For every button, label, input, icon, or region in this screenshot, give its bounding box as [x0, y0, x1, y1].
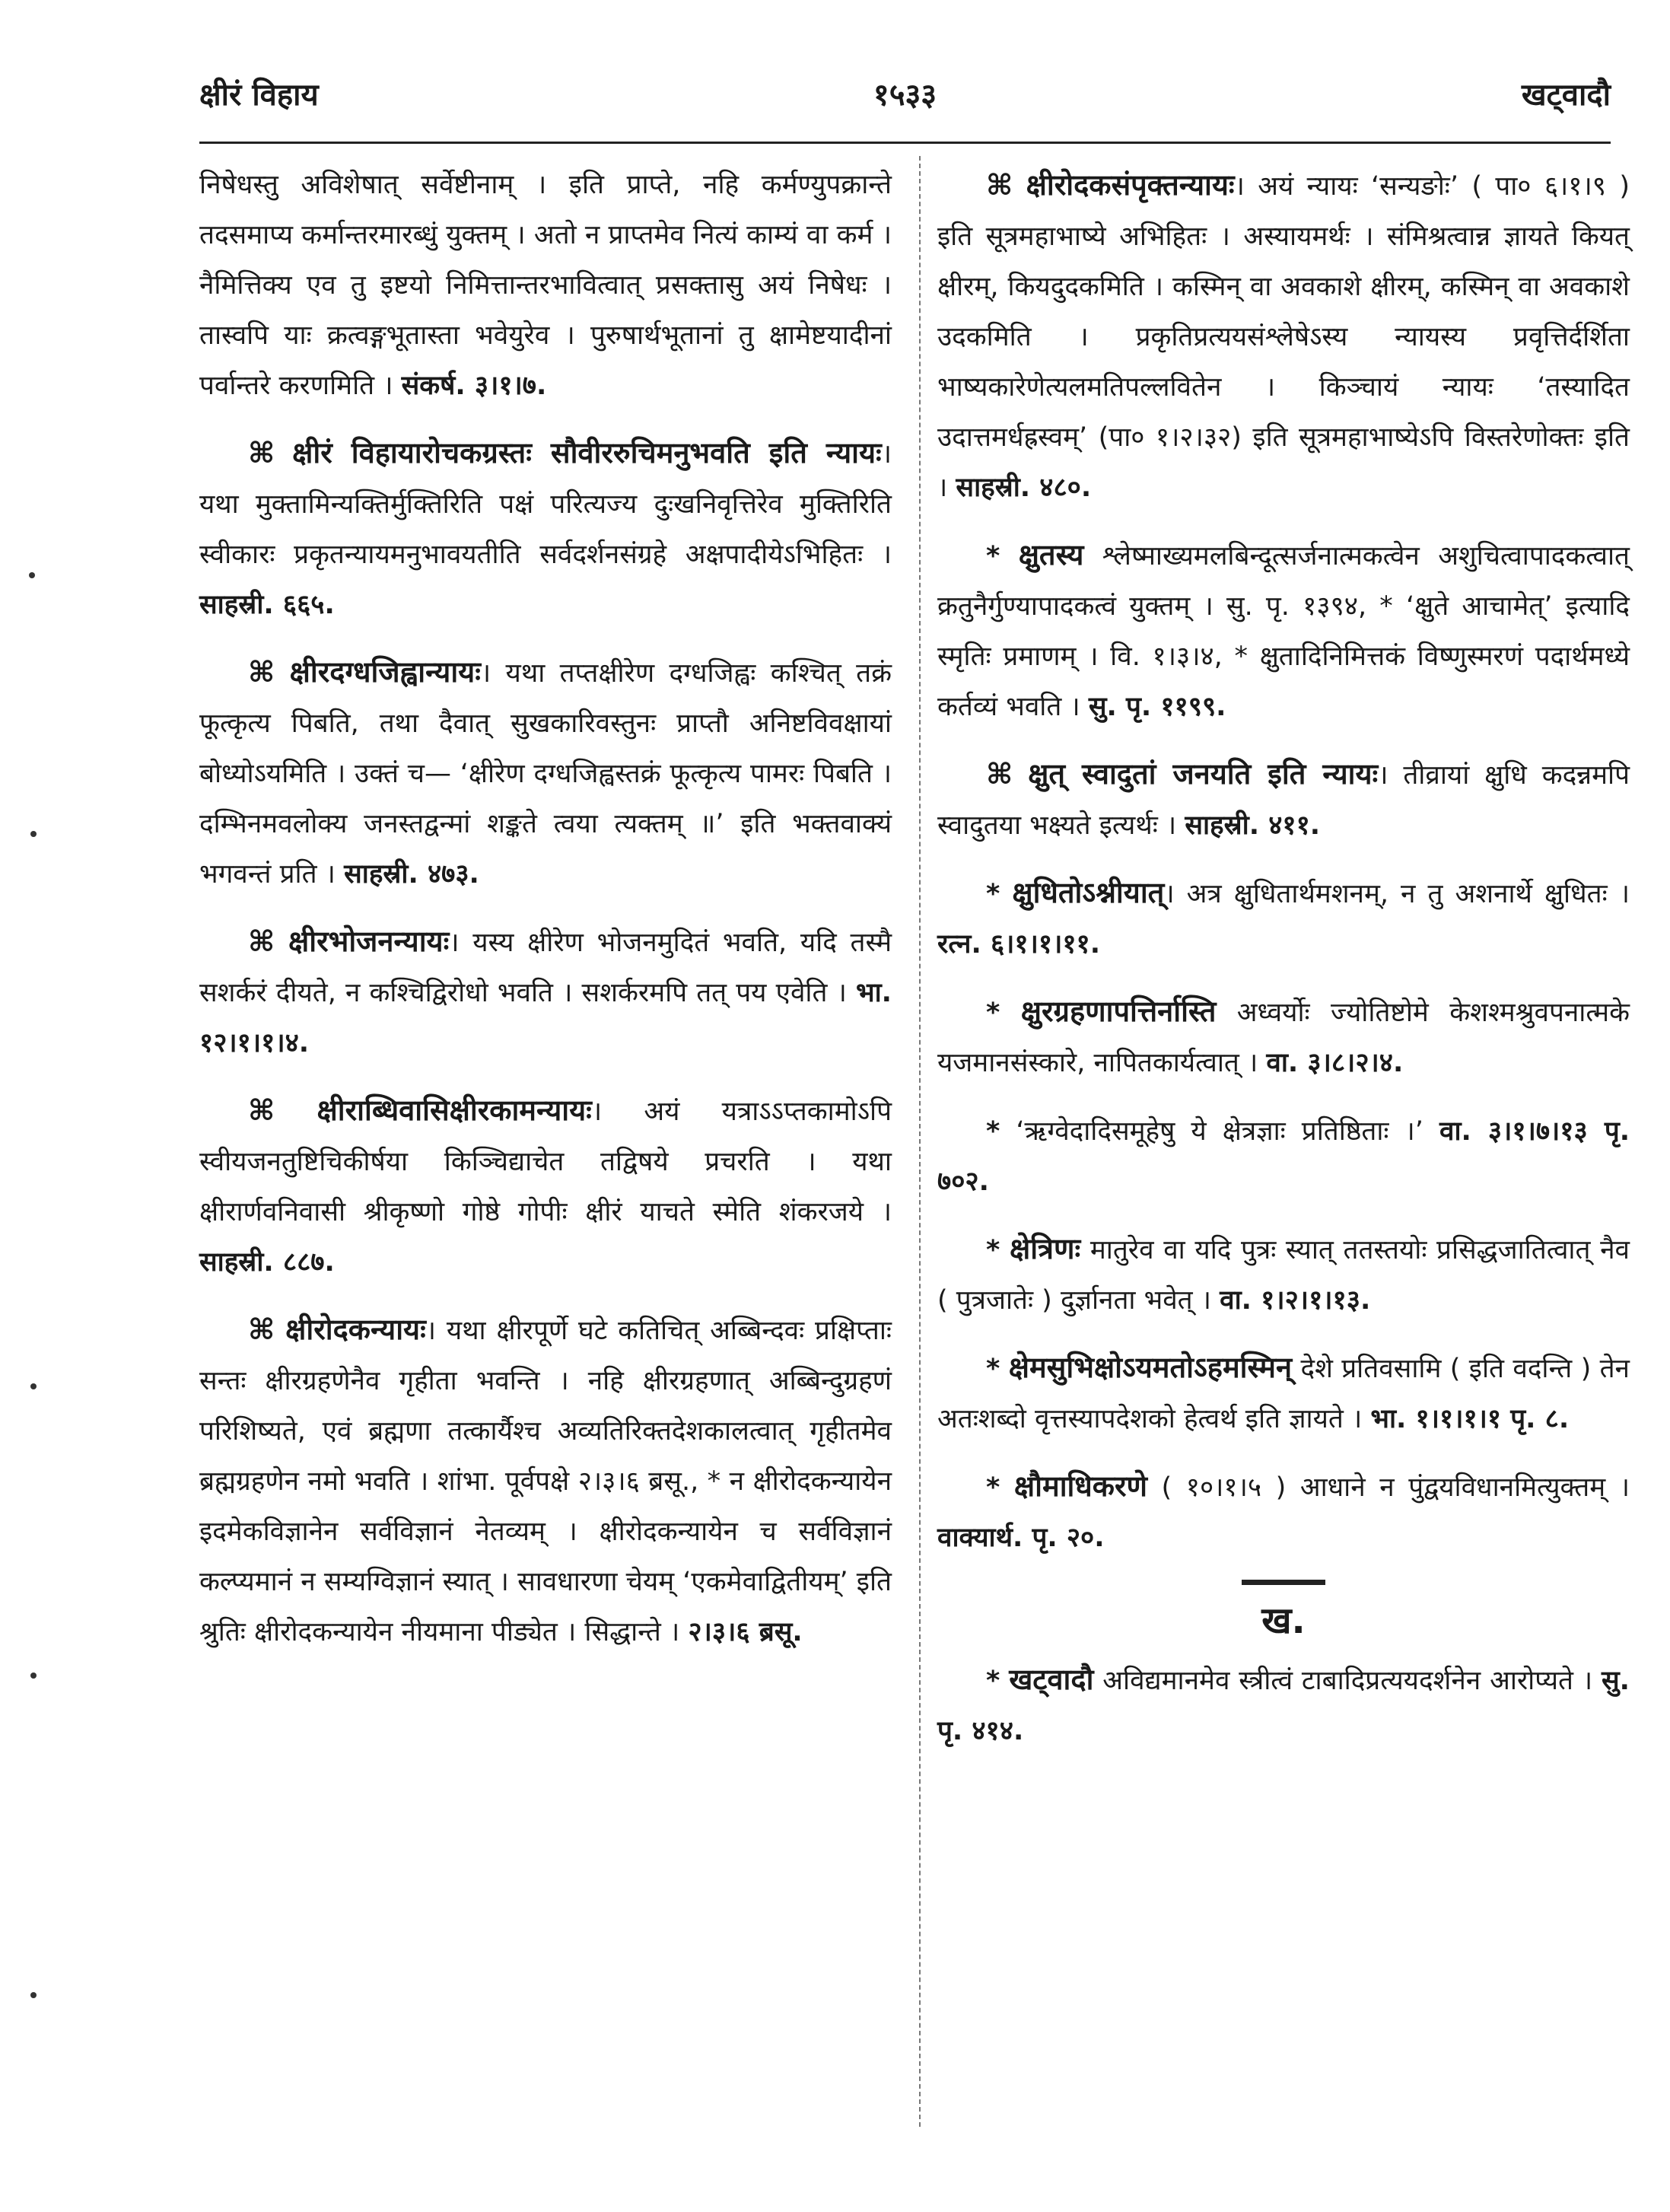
entry-headword: क्षुधितोऽश्नीयात् [1012, 876, 1165, 909]
asterisk-marker-icon: * [986, 1666, 1000, 1696]
running-header [199, 72, 1611, 126]
entry [937, 1654, 1630, 1756]
section-letter: ख. [1261, 1599, 1306, 1642]
entry-body: देशे प्रतिवसामि ( इति वदन्ति ) तेन अतःशब्दो वृत्तस्यापदेशको हेत्वर्थ इति ज्ञायते । [937, 1354, 1630, 1434]
scan-speck [30, 1383, 37, 1389]
entry-reference: साहस्री. ४७३. [344, 859, 479, 890]
entry [937, 160, 1630, 513]
asterisk-marker-icon: * [986, 1235, 1000, 1265]
asterisk-marker-icon: * [986, 1354, 1000, 1384]
entry-body: । अत्र क्षुधितार्थमशनम्, न तु अशनार्थे क्षुधितः । [1164, 879, 1630, 909]
scan-speck [29, 572, 35, 578]
scan-speck [30, 1992, 37, 1998]
entry [199, 1304, 892, 1657]
asterisk-marker-icon: * [986, 879, 1000, 909]
asterisk-marker-icon: * [986, 998, 1000, 1028]
entry-reference: २।३।६ ब्रसू. [688, 1617, 803, 1647]
entry [937, 867, 1630, 969]
entry-body: श्लेष्माख्यमलबिन्दूत्सर्जनात्मकत्वेन अशुचित्वापादकत्वात् क्रतुनैर्गुण्यापादकत्वं युक्तम् । सु. पृ. १३९४, * ‘क्षुते आचामेत्’ इत्यादि स्मृतिः प्रमाणम् । वि. १।३।४, * क्षुतादिनिमित्तकं विष्णुस्मरणं पदार्थमध्ये कर्तव्यं भवति । [937, 541, 1630, 722]
entry [937, 1342, 1630, 1444]
entry-headword: क्षेत्रिणः [1009, 1232, 1081, 1265]
entry-headword: क्षौमाधिकरणे [1013, 1469, 1147, 1503]
entry-headword: क्षीरोदकसंपृक्तन्यायः [1026, 168, 1235, 202]
entry-headword: क्षीरदग्धजिह्वान्यायः [289, 655, 481, 689]
entry [937, 1224, 1630, 1326]
entry-headword: क्षीराब्धिवासिक्षीरकामन्यायः [317, 1093, 592, 1127]
entry [199, 1085, 892, 1287]
entry [937, 1105, 1630, 1207]
entry [199, 647, 892, 899]
entry [199, 916, 892, 1068]
entry-body: अविद्यमानमेव स्त्रीत्वं टाबादिप्रत्ययदर्शनेन आरोप्यते । [1102, 1666, 1593, 1696]
left-column [199, 160, 892, 1674]
entry-reference: वा. १।२।१।१३. [1220, 1285, 1371, 1316]
entry-body: ‘ऋग्वेदादिसमूहेषु ये क्षेत्रज्ञाः प्रतिष्ठिताः ।’ [1016, 1116, 1423, 1147]
entry-reference: साहस्री. ४८०. [956, 473, 1092, 503]
entry-headword: क्षुरग्रहणापत्तिर्नास्ति [1020, 995, 1217, 1028]
entry-body: । यथा क्षीरपूर्णे घटे कतिचित् अब्बिन्दवः प्रक्षिप्ताः सन्तः क्षीरग्रहणेनैव गृहीता भवन्ति । नहि क्षीरग्रहणात् अब्बिन्दुग्रहणं परिशिष्यते, एवं ब्रह्मणा तत्कार्यैश्च अव्यतिरिक्तदेशकालत्वात् गृहीतमेव ब्रह्मग्रहणेन नमो भवति । शांभा. पूर्वपक्षे २।३।६ ब्रसू., * न क्षीरोदकन्यायेन इदमेकविज्ञानेन सर्वविज्ञानं नेतव्यम् । क्षीरोदकन्यायेन च सर्वविज्ञानं कल्प्यमानं न सम्यग्विज्ञानं स्यात् । सावधारणा चेयम् ‘एकमेवाद्वितीयम्’ इति श्रुतिः क्षीरोदकन्यायेन नीयमाना पीड्येत । सिद्धान्ते । [199, 1316, 892, 1647]
asterisk-marker-icon: * [986, 1116, 1000, 1147]
entry [937, 1461, 1630, 1563]
maxim-marker-icon: ⌘ [986, 168, 1013, 202]
maxim-marker-icon: ⌘ [248, 436, 275, 469]
maxim-marker-icon: ⌘ [248, 1093, 275, 1127]
maxim-marker-icon: ⌘ [248, 655, 275, 689]
header-right-guide-word: खट्वादौ [1521, 78, 1611, 113]
entry-body: निषेधस्तु अविशेषात् सर्वेष्टीनाम् । इति प्राप्ते, नहि कर्मण्युपक्रान्ते तदसमाप्य कर्मान्तरमारब्धुं युक्तम् । अतो न प्राप्तमेव नित्यं काम्यं वा कर्म । नैमित्तिक्य एव तु इष्टयो निमित्तान्तरभावित्वात् प्रसक्तासु अयं निषेधः । तास्वपि याः क्रत्वङ्गभूतास्ता भवेयुरेव । पुरुषार्थभूतानां तु क्षामेष्टयादीनां पर्वान्तरे करणमिति । [199, 170, 892, 401]
entry-body: मातुरेव वा यदि पुत्रः स्यात् ततस्तयोः प्रसिद्धजातित्वात् नैव ( पुत्रजातेः ) दुर्ज्ञानता भवेत् । [937, 1235, 1630, 1316]
entry [199, 428, 892, 630]
entry-body: । यथा मुक्तामिन्यक्तिर्मुक्तिरिति पक्षं परित्यज्य दुःखनिवृत्तिरेव मुक्तिरिति स्वीकारः प्रकृतन्यायमनुभावयतीति सर्वदर्शनसंग्रहे अक्षपादीयेऽभिहितः । [199, 439, 892, 570]
entry-reference: भा. १।१।१।१ पृ. ८. [1370, 1404, 1570, 1434]
entry-headword: क्षुत् स्वादुतां जनयति इति न्यायः [1028, 757, 1379, 791]
entry [199, 160, 892, 411]
entry-body: । अयं न्यायः ‘सन्यङोः’ ( पा० ६।१।९ ) इति सूत्रमहाभाष्ये अभिहितः । अस्यायमर्थः । संमिश्रत्वान्न ज्ञायते कियत् क्षीरम्, कियदुदकमिति । कस्मिन् वा अवकाशे क्षीरम्, कस्मिन् वा अवकाशे उदकमिति । प्रकृतिप्रत्ययसंश्लेषेऽस्य न्यायस्य प्रवृत्तिर्दर्शिता भाष्यकारेणेत्यलमतिपल्लवितेन । किञ्चायं न्यायः ‘तस्यादित उदात्तमर्धह्रस्वम्’ (पा० १।२।३२) इति सूत्रमहाभाष्येऽपि विस्तरेणोक्तः इति । [937, 171, 1630, 503]
entry-body: । तीव्रायां क्षुधि कदन्नमपि स्वादुतया भक्ष्यते इत्यर्थः । [937, 760, 1630, 841]
entry-body: ( १०।१।५ ) आधाने न पुंद्वयविधानमित्युक्तम् । [1161, 1472, 1630, 1503]
maxim-marker-icon: ⌘ [248, 1313, 275, 1346]
entry-reference: वाक्यार्थ. पृ. २०. [937, 1523, 1105, 1553]
entry-headword: क्षेमसुभिक्षोऽयमतोऽहमस्मिन् [1008, 1351, 1293, 1384]
asterisk-marker-icon: * [986, 541, 1000, 571]
entry [937, 986, 1630, 1088]
entry [937, 749, 1630, 851]
header-rule [199, 142, 1611, 144]
header-left-guide-word: क्षीरं विहाय [199, 78, 319, 113]
section-rule [1242, 1580, 1325, 1585]
section-heading [937, 1580, 1630, 1650]
entry-body: । अयं यत्राऽऽप्तकामोऽपि स्वीयजनतुष्टिचिकीर्षया किञ्चिद्याचेत तद्विषये प्रचरति । यथा क्षीरार्णवनिवासी श्रीकृष्णो गोष्ठे गोपीः क्षीरं याचते स्मेति शंकरजये । [199, 1096, 892, 1227]
entry-headword: क्षीरोदकन्यायः [285, 1313, 426, 1346]
page-number: १५३३ [873, 78, 937, 113]
asterisk-marker-icon: * [986, 1472, 1000, 1503]
entry-reference: रत्न. ६।१।१।११. [937, 929, 1101, 960]
entry-headword: क्षीरं विहायारोचकग्रस्तः सौवीररुचिमनुभवति इति न्यायः [292, 436, 882, 469]
entry-headword: क्षीरभोजनन्यायः [288, 925, 450, 958]
entry-body: । यस्य क्षीरेण भोजनमुदितं भवति, यदि तस्मै सशर्करं दीयते, न कश्चिद्विरोधो भवति । सशर्करमपि तत् पय एवेति । [199, 928, 892, 1008]
entry-headword: क्षुतस्य [1018, 538, 1084, 571]
entry-reference: साहस्री. ६६५. [199, 590, 335, 620]
entry-reference: भा. १२।१।१।४. [199, 978, 892, 1058]
entry-headword: खट्वादौ [1009, 1663, 1094, 1696]
entry-reference: सु. पृ. ११९९. [1088, 692, 1226, 722]
entry-reference: सु. पृ. ४१४. [937, 1666, 1630, 1746]
entry-reference: संकर्ष. ३।१।७. [401, 371, 547, 401]
scan-speck [30, 1673, 37, 1679]
entry-reference: साहस्री. ४११. [1185, 810, 1321, 841]
maxim-marker-icon: ⌘ [986, 757, 1013, 791]
right-column [937, 160, 1630, 1773]
column-separator [919, 156, 921, 2127]
scan-speck [30, 831, 37, 837]
entry-reference: साहस्री. ८८७. [199, 1247, 335, 1278]
entry-reference: वा. ३।८।२।४. [1266, 1048, 1404, 1078]
entry-body: । यथा तप्तक्षीरेण दग्धजिह्वः कश्चित् तक्रं फूत्कृत्य पिबति, तथा दैवात् सुखकारिवस्तुनः प्राप्तौ अनिष्टविवक्षायां बोध्योऽयमिति । उक्तं च— ‘क्षीरेण दग्धजिह्वस्तक्रं फूत्कृत्य पामरः पिबति । दम्भिनमवलोक्य जनस्तद्वन्मां शङ्कते त्वया त्यक्तम् ॥’ इति भक्तवाक्यं भगवन्तं प्रति । [199, 658, 892, 890]
maxim-marker-icon: ⌘ [248, 925, 275, 958]
entry-body: अध्वर्योः ज्योतिष्टोमे केशश्मश्रुवपनात्मके यजमानसंस्कारे, नापितकार्यत्वात् । [937, 998, 1630, 1078]
entry [937, 530, 1630, 732]
entry-reference: वा. ३।१।७।१३ पृ. ७०२. [937, 1116, 1630, 1197]
